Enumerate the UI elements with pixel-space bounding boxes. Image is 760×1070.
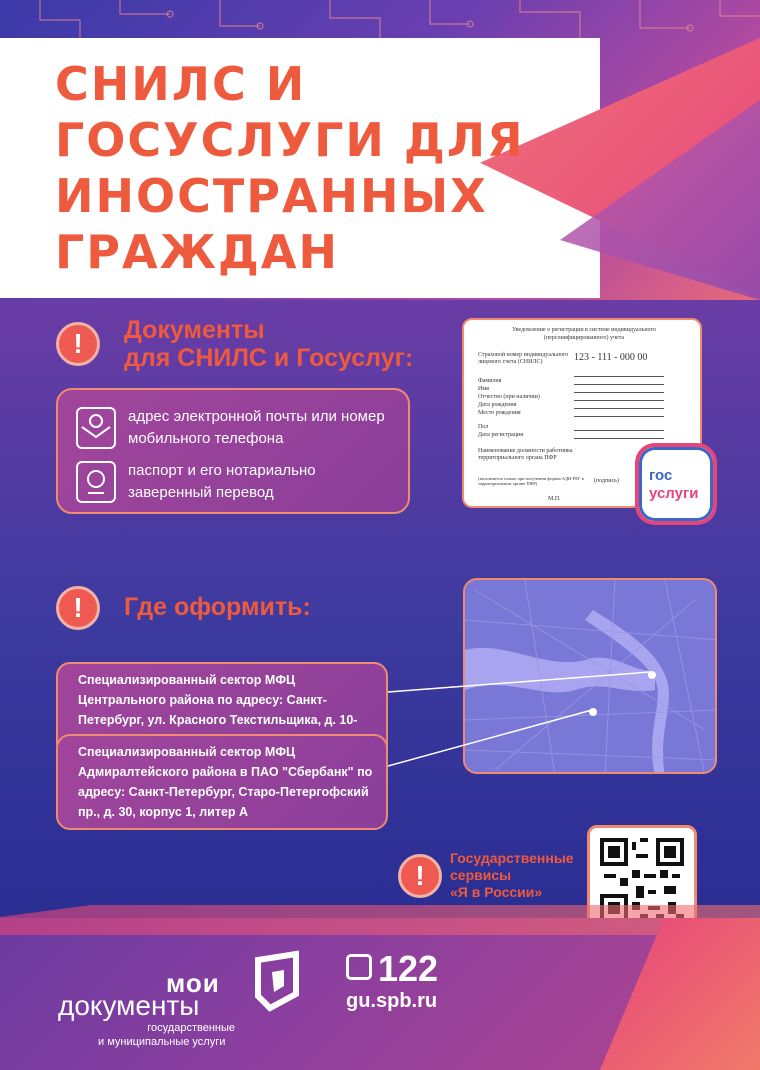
- page-title: СНИЛС И ГОСУСЛУГИ ДЛЯ ИНОСТРАННЫХ ГРАЖДАН: [55, 57, 525, 279]
- phone-number-text: 122: [378, 948, 439, 989]
- services-text: [450, 850, 590, 901]
- snils-field: Пол: [478, 424, 489, 430]
- circuit-pattern: [0, 0, 760, 40]
- exclamation-icon: !: [398, 854, 442, 898]
- divider: [574, 392, 664, 393]
- snils-number-label: Страховой номер индивидуального лицевого счета (СНИЛС): [478, 352, 569, 365]
- moi-dokumenty-logo-line2: документы: [58, 990, 200, 1021]
- snils-field: Фамилия: [478, 378, 502, 384]
- snils-signature: (подпись): [594, 478, 619, 484]
- phone-icon: [346, 954, 372, 980]
- snils-position-label: Наименование должности работника территориального органа ПФР: [478, 448, 573, 461]
- phone-number[interactable]: [346, 948, 438, 990]
- snils-field: Имя: [478, 386, 489, 392]
- address-box-central: Специализированный сектор МФЦ Центрального района по адресу: Санкт-Петербург, ул. Красного Текстильщика, д. 10-: [56, 662, 388, 758]
- exclamation-icon: !: [56, 322, 100, 366]
- moi-dokumenty-logo-line4: и муниципальные услуги: [98, 1036, 226, 1048]
- moi-dokumenty-logo-line3: государственные: [147, 1022, 235, 1034]
- document-item-text: паспорт и его нотариально заверенный перевод: [128, 462, 316, 501]
- passport-icon: [76, 461, 116, 503]
- documents-heading-line1: Документы: [124, 316, 265, 344]
- list-item: [76, 406, 398, 450]
- snils-signature-note: (заполняется только при получении формы АДИ-РЕГ в территориальном органе ПФР): [478, 476, 584, 486]
- where-heading: Где оформить:: [124, 593, 311, 621]
- services-text-line2: сервисы: [450, 867, 512, 883]
- list-item: [76, 460, 398, 504]
- documents-heading-line2: для СНИЛС и Госуслуг:: [124, 344, 414, 372]
- address-box-admiralteysky: Специализированный сектор МФЦ Адмиралтейского района в ПАО "Сбербанк" по адресу: Санкт-Петербург, Старо-Петергофский пр., д. 30, корпус 1, литер А: [56, 734, 388, 830]
- moi-dokumenty-logo-line1: мои: [166, 968, 220, 998]
- website-link[interactable]: gu.spb.ru: [346, 990, 438, 1012]
- exclamation-icon: !: [56, 586, 100, 630]
- gosuslugi-logo: [635, 443, 717, 525]
- snils-field: Место рождения: [478, 410, 521, 416]
- divider: [574, 408, 664, 409]
- snils-number: 123 - 111 - 000 00: [574, 352, 648, 363]
- divider: [574, 384, 664, 385]
- divider: [574, 400, 664, 401]
- snils-header: Уведомление о регистрации в системе индивидуального (персонифицированного) учета: [512, 327, 656, 341]
- email-icon: [76, 407, 116, 449]
- snils-stamp: М.П.: [548, 496, 561, 502]
- documents-box: [56, 388, 410, 514]
- gosuslugi-logo-line2: услуги: [649, 485, 699, 502]
- divider: [574, 430, 664, 431]
- services-text-line1: Государственные: [450, 850, 574, 866]
- divider: [574, 376, 664, 377]
- gosuslugi-logo-line1: гос: [649, 467, 673, 484]
- snils-field: Дата рождения: [478, 402, 517, 408]
- city-map: [463, 578, 717, 774]
- document-item-text: адрес электронной почты или номер мобильного телефона: [128, 408, 385, 447]
- snils-field: Отчество (при наличии): [478, 394, 540, 400]
- divider: [574, 416, 664, 417]
- divider: [574, 438, 664, 439]
- snils-field: Дата регистрации: [478, 432, 524, 438]
- footer-stripe: [0, 905, 760, 935]
- services-text-line3: «Я в России»: [450, 884, 543, 900]
- moi-dokumenty-logo-icon: [248, 950, 306, 1012]
